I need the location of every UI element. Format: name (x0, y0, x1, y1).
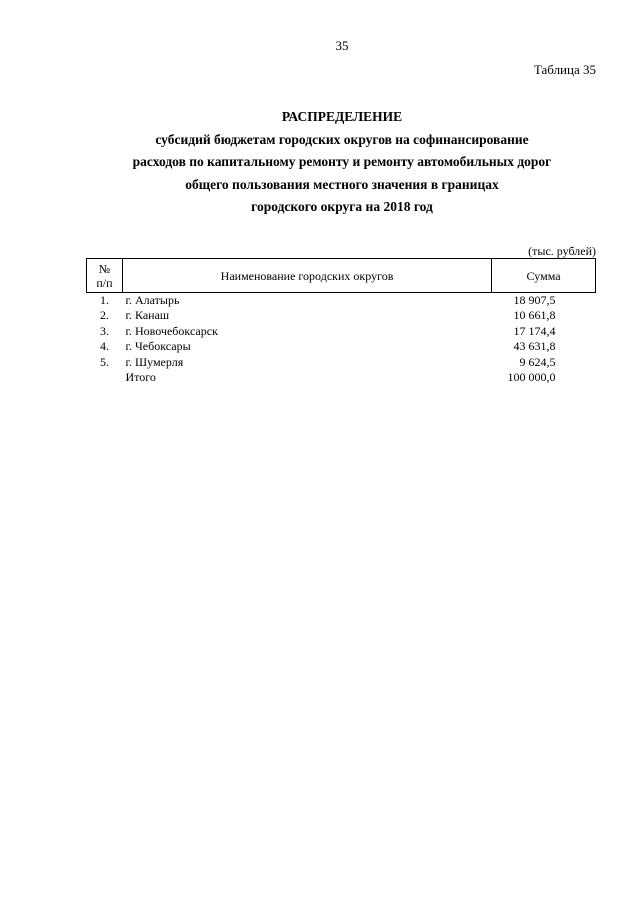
row-number: 5. (99, 354, 109, 369)
row-name: г. Шумерля (125, 354, 184, 369)
table-header-row (87, 259, 596, 293)
header-name: Наименование городских округов (122, 259, 491, 293)
table-row (87, 339, 596, 354)
row-sum: 18 907,5 (513, 293, 556, 307)
table-row (87, 324, 596, 339)
row-name: г. Канаш (125, 308, 170, 323)
total-number (87, 370, 123, 385)
document-title (86, 106, 598, 219)
title-line-2: расходов по капитальному ремонту и ремонту автомобильных дорог (132, 154, 552, 169)
header-number-sign: № (98, 261, 111, 276)
row-sum: 17 174,4 (513, 323, 556, 338)
page-number: 35 (335, 38, 349, 53)
row-sum: 43 631,8 (513, 339, 556, 354)
table-row (87, 308, 596, 323)
total-sum: 100 000,0 (507, 370, 556, 385)
table-row (87, 355, 596, 370)
distribution-table (86, 258, 596, 385)
table-row (87, 293, 596, 309)
row-name: г. Новочебоксарск (125, 323, 218, 338)
title-line-1: субсидий бюджетам городских округов на софинансирование (155, 131, 529, 147)
row-name: г. Чебоксары (125, 339, 191, 354)
row-number: 3. (99, 323, 109, 338)
title-heading: РАСПРЕДЕЛЕНИЕ (281, 109, 403, 124)
title-line-3: общего пользования местного значения в границах (185, 176, 499, 192)
header-number-pp: п/п (96, 275, 113, 290)
row-number: 2. (99, 308, 109, 323)
total-row (87, 370, 596, 385)
row-sum: 9 624,5 (519, 354, 556, 369)
row-name: г. Алатырь (125, 293, 180, 307)
row-number: 4. (99, 339, 109, 354)
table-label: Таблица 35 (533, 62, 596, 77)
row-sum: 10 661,8 (513, 308, 556, 323)
header-sum: Сумма (492, 259, 596, 293)
total-label: Итого (125, 370, 156, 385)
row-number: 1. (99, 293, 109, 307)
units-label: (тыс. рублей) (528, 244, 596, 258)
title-line-4: городского округа на 2018 год (251, 199, 433, 214)
header-number (87, 259, 123, 293)
